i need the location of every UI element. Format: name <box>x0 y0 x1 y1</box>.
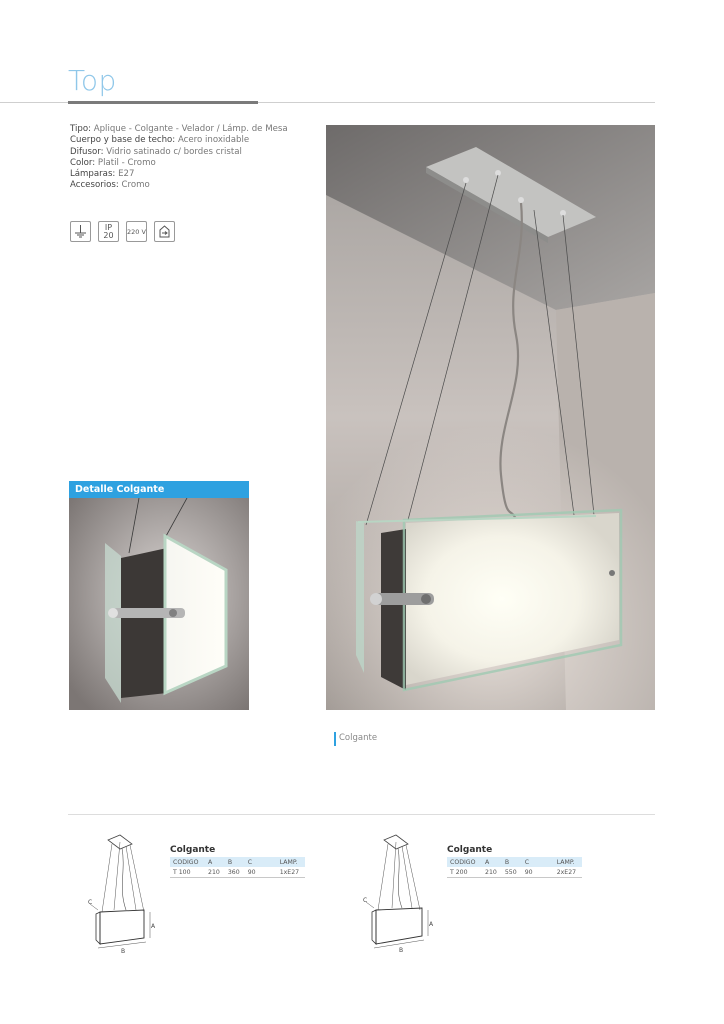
table-header-row: CODIGO A B C LAMP. <box>170 857 305 867</box>
ip-rating-icon: IP 20 <box>98 221 119 242</box>
dim-label-c: C <box>363 897 368 904</box>
spec-list <box>70 124 288 192</box>
caption-accent <box>334 732 336 746</box>
table-header-row: CODIGO A B C LAMP. <box>447 857 582 867</box>
product-spec-t200 <box>447 845 582 878</box>
spec-row: Color: Platil - Cromo <box>70 157 156 168</box>
product-title: Colgante <box>447 845 493 855</box>
dim-label-b: B <box>399 947 404 954</box>
table-row: T 100 210 360 90 1xE27 <box>170 867 305 878</box>
product-spec-t100 <box>170 845 305 878</box>
dim-label-c: C <box>88 899 93 906</box>
installation-icon <box>154 221 175 242</box>
spec-table <box>447 857 582 878</box>
main-caption: Colgante <box>339 733 378 743</box>
dimension-drawing-t200 <box>362 832 442 957</box>
detail-panel <box>69 481 249 710</box>
product-title: Colgante <box>170 845 216 855</box>
dim-label-b: B <box>121 948 126 955</box>
spec-row: Cuerpo y base de techo: Acero inoxidable <box>70 135 250 146</box>
spec-row: Lámparas: E27 <box>70 169 135 180</box>
header-accent-rule <box>68 101 258 104</box>
ground-icon <box>70 221 91 242</box>
main-photo <box>326 125 655 710</box>
section-divider <box>68 814 655 815</box>
dim-label-a: A <box>429 921 434 928</box>
spec-row: Tipo: Aplique - Colgante - Velador / Lámp. de Mesa <box>70 124 288 134</box>
table-row: T 200 210 550 90 2xE27 <box>447 867 582 878</box>
dim-label-a: A <box>151 923 156 930</box>
detail-heading: Detalle Colgante <box>69 481 249 498</box>
detail-photo <box>69 498 249 710</box>
page-title: Top <box>68 64 117 97</box>
spec-table <box>170 857 305 878</box>
certification-icons <box>70 221 175 242</box>
spec-row: Difusor: Vidrio satinado c/ bordes cristal <box>70 146 242 157</box>
spec-row: Accesorios: Cromo <box>70 180 150 191</box>
voltage-icon: 220 V <box>126 221 147 242</box>
dimension-drawing-t100 <box>88 832 168 957</box>
